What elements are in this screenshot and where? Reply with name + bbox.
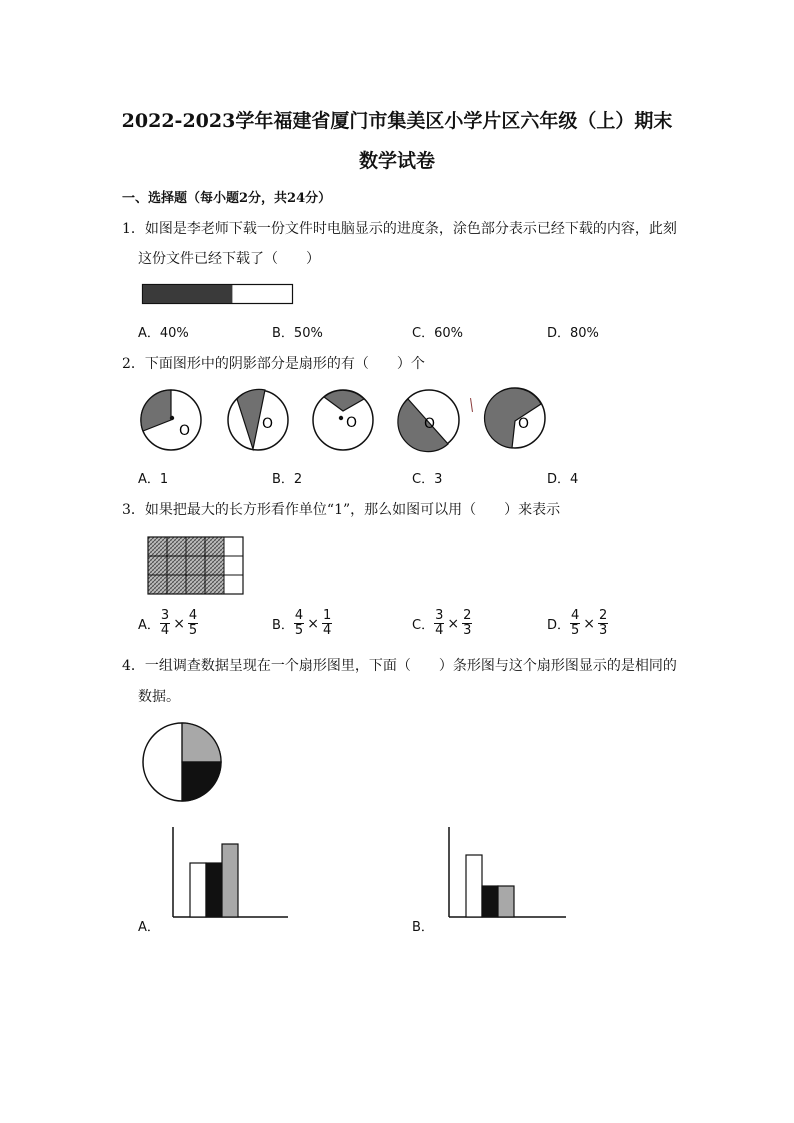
q2-figure-1	[138, 387, 204, 453]
q1-stem-line1: 1．如图是李老师下载一份文件时电脑显示的进度条，涂色部分表示已经下载的内容，此刻	[122, 221, 677, 237]
q4b-bar-black	[482, 886, 498, 917]
q1-stem-line2: 这份文件已经下载了（ ）	[138, 251, 320, 267]
q1-progress-fill	[143, 285, 232, 303]
q4-bar-chart-b	[446, 827, 568, 921]
q1-progress-bar	[142, 284, 294, 306]
q4a-bar-gray	[222, 844, 238, 917]
q4-option-a[interactable]: A．	[138, 920, 160, 935]
q2-figure-3-label: O	[346, 415, 358, 431]
q1-option-c[interactable]: C．60%	[412, 326, 463, 341]
q4a-bar-black	[206, 863, 222, 917]
q2-figure-4-label: O	[424, 416, 436, 432]
q3-option-c[interactable]: C． $\frac{3}{4}$ × $\frac{2}{3}$	[412, 608, 472, 638]
q1-option-a[interactable]: A．40%	[138, 326, 189, 341]
q2-figure-5-label: O	[518, 416, 530, 432]
q4-bar-chart-a	[170, 827, 290, 921]
q4b-bar-gray	[498, 886, 514, 917]
q2-figure-4	[396, 387, 462, 453]
q1-option-d[interactable]: D．80%	[547, 326, 599, 341]
q2-option-a[interactable]: A．1	[138, 472, 169, 487]
q3-option-d[interactable]: D． $\frac{4}{5}$ × $\frac{2}{3}$	[547, 608, 608, 638]
q4-option-b[interactable]: B．	[412, 920, 434, 935]
q2-option-d[interactable]: D．4	[547, 472, 579, 487]
q4-pie-slice-gray	[182, 723, 221, 762]
q3-option-b[interactable]: B． $\frac{4}{5}$ × $\frac{1}{4}$	[272, 608, 332, 638]
q1-option-b[interactable]: B．50%	[272, 326, 323, 341]
q2-figure-5	[482, 385, 548, 451]
page-subtitle: 数学试卷	[358, 150, 435, 172]
q4-stem-line2: 数据。	[138, 689, 180, 705]
q2-figure-2	[225, 387, 291, 453]
page-title: 2022-2023学年福建省厦门市集美区小学片区六年级（上）期末	[121, 110, 673, 132]
q4a-bar-white	[190, 863, 206, 917]
q4-pie-chart	[141, 721, 225, 805]
q3-grid-figure	[147, 536, 245, 596]
stray-mark	[470, 398, 473, 412]
q2-figure-3	[310, 387, 376, 453]
q4b-bar-white	[466, 855, 482, 917]
q3-stem: 3．如果把最大的长方形看作单位“1”，那么如图可以用（ ）来表示	[122, 502, 561, 518]
q3-option-a[interactable]: A． $\frac{3}{4}$ × $\frac{4}{5}$	[138, 608, 198, 638]
q2-figure-1-label: O	[179, 423, 191, 439]
q2-option-b[interactable]: B．2	[272, 472, 303, 487]
q2-option-c[interactable]: C．3	[412, 472, 443, 487]
q4-stem-line1: 4．一组调查数据呈现在一个扇形图里，下面（ ）条形图与这个扇形图显示的是相同的	[122, 658, 677, 674]
q2-stem: 2．下面图形中的阴影部分是扇形的有（ ）个	[122, 356, 425, 372]
q2-figure-2-label: O	[262, 416, 274, 432]
section-heading: 一、选择题（每小题2分，共24分）	[122, 191, 332, 206]
q4-pie-slice-black	[182, 762, 221, 801]
